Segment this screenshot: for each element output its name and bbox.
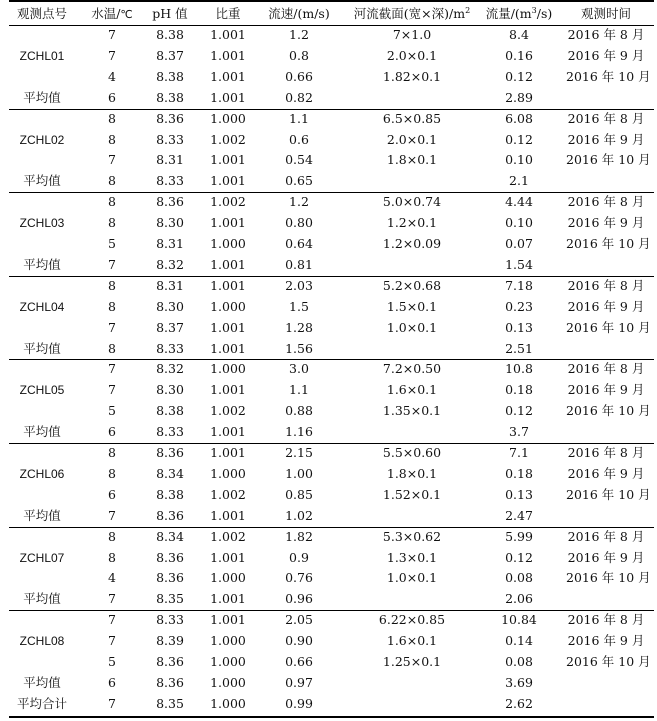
cell-temp: 8: [108, 549, 116, 565]
cell-density: 1.000: [210, 465, 246, 481]
cell-flow: 2.62: [505, 695, 533, 711]
avg-label: 平均值: [23, 674, 61, 690]
cell-density: 1.001: [210, 445, 246, 460]
cell-temp: 7: [108, 612, 116, 628]
cell-flow: 0.08: [505, 570, 533, 586]
cell-velocity: 0.90: [285, 633, 313, 649]
cell-density: 1.000: [210, 654, 246, 669]
cell-temp: 7: [108, 47, 116, 63]
cell-velocity: 3.0: [289, 361, 309, 377]
cell-velocity: 1.56: [285, 340, 313, 356]
header-water-temp-label: 水温/: [91, 6, 121, 21]
cell-temp: 8: [108, 465, 116, 481]
cell-density: 1.001: [210, 27, 246, 42]
cell-temp: 5: [108, 403, 116, 419]
header-site: 观测点号: [16, 6, 67, 21]
cell-velocity: 1.16: [285, 424, 313, 440]
cell-ph: 8.32: [156, 361, 184, 377]
cell-temp: 6: [108, 674, 116, 690]
cell-section: 6.5×0.85: [382, 110, 442, 126]
cell-ph: 8.31: [156, 236, 184, 251]
cell-time: 2016 年 8 月: [567, 445, 645, 460]
cell-temp: 7: [108, 361, 116, 377]
cell-section: 1.3×0.1: [386, 549, 438, 565]
cell-temp: 7: [108, 256, 116, 272]
header-section: [342, 4, 482, 24]
cell-temp: 8: [108, 298, 116, 314]
header-density: 比重: [215, 6, 241, 21]
cell-velocity: 1.82: [285, 528, 313, 544]
cell-ph: 8.36: [156, 445, 184, 460]
cell-flow: 7.1: [509, 445, 529, 460]
cell-section: 1.0×0.1: [386, 319, 438, 335]
cell-flow: 2.51: [505, 340, 533, 356]
cell-flow: 4.44: [505, 194, 533, 210]
header-flow: [478, 4, 560, 24]
cell-section: 1.8×0.1: [386, 152, 438, 168]
cell-section: 1.52×0.1: [382, 486, 442, 502]
cell-density: 1.001: [210, 152, 246, 168]
cell-velocity: 0.66: [285, 68, 313, 84]
site-id: ZCHL07: [19, 550, 65, 565]
avg-label: 平均值: [23, 591, 61, 607]
header-time: 观测时间: [580, 6, 631, 21]
cell-temp: 8: [108, 110, 116, 126]
cell-temp: 7: [108, 319, 116, 335]
cell-flow: 0.23: [505, 298, 533, 314]
cell-density: 1.001: [210, 612, 246, 628]
cell-flow: 3.69: [505, 674, 533, 690]
cell-velocity: 0.76: [285, 570, 313, 586]
header-section-sup: 2: [465, 6, 471, 15]
site-id: ZCHL01: [19, 48, 65, 63]
cell-density: 1.001: [210, 277, 246, 293]
cell-flow: 0.13: [505, 319, 533, 335]
cell-temp: 6: [108, 486, 116, 502]
cell-flow: 2.06: [505, 591, 533, 607]
avg-label: 平均值: [23, 340, 61, 356]
cell-section: 7.2×0.50: [382, 361, 442, 377]
header-flow-tail: /s): [536, 6, 553, 21]
cell-velocity: 0.96: [285, 591, 313, 607]
cell-temp: 6: [108, 424, 116, 440]
cell-density: 1.000: [210, 361, 246, 377]
cell-ph: 8.36: [156, 110, 184, 126]
cell-time: 2016 年 10 月: [566, 68, 651, 84]
cell-flow: 0.18: [505, 382, 533, 398]
cell-temp: 8: [108, 131, 116, 147]
header-water-temp-unit: ℃: [120, 8, 133, 21]
cell-velocity: 1.28: [285, 319, 313, 335]
cell-temp: 7: [108, 27, 116, 42]
header-ph: pH 值: [152, 6, 188, 21]
cell-section: 1.5×0.1: [386, 298, 438, 314]
cell-time: 2016 年 9 月: [567, 465, 645, 481]
cell-ph: 8.38: [156, 89, 184, 105]
total-label: 平均合计: [16, 695, 67, 711]
site-id: ZCHL08: [19, 634, 65, 649]
cell-ph: 8.38: [156, 486, 184, 502]
cell-velocity: 2.05: [285, 612, 313, 628]
cell-time: 2016 年 10 月: [566, 319, 651, 335]
cell-velocity: 0.65: [285, 173, 313, 189]
cell-flow: 7.18: [505, 277, 533, 293]
cell-ph: 8.38: [156, 27, 184, 42]
cell-density: 1.002: [210, 403, 246, 419]
cell-density: 1.000: [210, 695, 246, 711]
cell-flow: 0.07: [505, 236, 533, 251]
cell-temp: 4: [108, 570, 116, 586]
cell-time: 2016 年 8 月: [567, 194, 645, 210]
table-bottom-rule: [9, 716, 654, 718]
cell-density: 1.001: [210, 382, 246, 398]
header-section-label: 河流截面(宽×深)/m: [353, 6, 466, 21]
cell-temp: 8: [108, 445, 116, 460]
cell-density: 1.001: [210, 549, 246, 565]
cell-temp: 8: [108, 173, 116, 189]
avg-label: 平均值: [23, 507, 61, 523]
cell-ph: 8.35: [156, 591, 184, 607]
cell-ph: 8.38: [156, 403, 184, 419]
cell-ph: 8.36: [156, 654, 184, 669]
cell-temp: 8: [108, 528, 116, 544]
cell-velocity: 0.8: [289, 47, 309, 63]
cell-temp: 8: [108, 194, 116, 210]
avg-label: 平均值: [23, 256, 61, 272]
cell-ph: 8.38: [156, 68, 184, 84]
cell-velocity: 0.80: [285, 215, 313, 231]
cell-temp: 5: [108, 654, 116, 669]
cell-velocity: 0.81: [285, 256, 313, 272]
cell-density: 1.001: [210, 68, 246, 84]
cell-ph: 8.30: [156, 382, 184, 398]
cell-ph: 8.32: [156, 256, 184, 272]
cell-density: 1.001: [210, 340, 246, 356]
cell-temp: 7: [108, 507, 116, 523]
cell-section: 1.6×0.1: [386, 382, 438, 398]
cell-density: 1.001: [210, 256, 246, 272]
site-id: ZCHL05: [19, 383, 65, 398]
cell-temp: 5: [108, 236, 116, 251]
cell-ph: 8.30: [156, 215, 184, 231]
cell-time: 2016 年 10 月: [566, 654, 651, 669]
cell-velocity: 1.5: [289, 298, 309, 314]
cell-time: 2016 年 10 月: [566, 236, 651, 251]
cell-temp: 7: [108, 591, 116, 607]
cell-ph: 8.33: [156, 424, 184, 440]
cell-ph: 8.36: [156, 674, 184, 690]
cell-flow: 0.12: [505, 549, 533, 565]
cell-ph: 8.33: [156, 340, 184, 356]
cell-density: 1.002: [210, 131, 246, 147]
cell-time: 2016 年 8 月: [567, 528, 645, 544]
cell-flow: 0.12: [505, 403, 533, 419]
cell-section: 1.35×0.1: [382, 403, 442, 419]
cell-flow: 0.12: [505, 131, 533, 147]
cell-velocity: 0.9: [289, 549, 309, 565]
header-flow-sup: 3: [531, 6, 537, 15]
cell-temp: 6: [108, 89, 116, 105]
cell-flow: 0.14: [505, 633, 533, 649]
cell-time: 2016 年 9 月: [567, 549, 645, 565]
cell-flow: 1.54: [505, 256, 533, 272]
cell-velocity: 0.6: [289, 131, 309, 147]
cell-flow: 0.08: [505, 654, 533, 669]
cell-density: 1.002: [210, 194, 246, 210]
cell-density: 1.000: [210, 633, 246, 649]
cell-velocity: 0.54: [285, 152, 313, 168]
cell-ph: 8.33: [156, 612, 184, 628]
cell-section: 1.82×0.1: [382, 68, 442, 84]
cell-density: 1.000: [210, 570, 246, 586]
cell-velocity: 1.00: [285, 465, 313, 481]
cell-velocity: 0.82: [285, 89, 313, 105]
cell-flow: 2.1: [509, 173, 529, 189]
cell-ph: 8.36: [156, 570, 184, 586]
cell-ph: 8.39: [156, 633, 184, 649]
cell-flow: 0.16: [505, 47, 533, 63]
cell-density: 1.001: [210, 47, 246, 63]
cell-time: 2016 年 8 月: [567, 110, 645, 126]
cell-temp: 7: [108, 633, 116, 649]
cell-density: 1.001: [210, 591, 246, 607]
cell-section: 1.6×0.1: [386, 633, 438, 649]
cell-section: 1.0×0.1: [386, 570, 438, 586]
cell-ph: 8.33: [156, 131, 184, 147]
cell-flow: 0.12: [505, 68, 533, 84]
cell-ph: 8.36: [156, 507, 184, 523]
cell-velocity: 1.1: [289, 110, 309, 126]
cell-time: 2016 年 10 月: [566, 403, 651, 419]
cell-velocity: 2.03: [285, 277, 313, 293]
site-id: ZCHL06: [19, 466, 65, 481]
cell-density: 1.002: [210, 528, 246, 544]
cell-section: 7×1.0: [392, 27, 432, 42]
cell-ph: 8.37: [156, 47, 184, 63]
cell-time: 2016 年 10 月: [566, 570, 651, 586]
cell-temp: 8: [108, 340, 116, 356]
cell-time: 2016 年 9 月: [567, 633, 645, 649]
cell-ph: 8.35: [156, 695, 184, 711]
avg-label: 平均值: [23, 424, 61, 440]
cell-density: 1.001: [210, 319, 246, 335]
cell-ph: 8.37: [156, 319, 184, 335]
cell-density: 1.001: [210, 424, 246, 440]
cell-temp: 7: [108, 695, 116, 711]
cell-section: 1.25×0.1: [382, 654, 442, 669]
cell-density: 1.000: [210, 298, 246, 314]
cell-flow: 5.99: [505, 528, 533, 544]
cell-flow: 6.08: [505, 110, 533, 126]
cell-section: 1.2×0.09: [382, 236, 442, 251]
site-id: ZCHL03: [19, 216, 65, 231]
cell-time: 2016 年 8 月: [567, 612, 645, 628]
cell-density: 1.000: [210, 236, 246, 251]
cell-ph: 8.31: [156, 277, 184, 293]
cell-time: 2016 年 8 月: [567, 27, 645, 42]
cell-ph: 8.36: [156, 549, 184, 565]
cell-density: 1.001: [210, 89, 246, 105]
cell-velocity: 0.66: [285, 654, 313, 669]
cell-density: 1.001: [210, 173, 246, 189]
cell-velocity: 0.64: [285, 236, 313, 251]
cell-density: 1.001: [210, 507, 246, 523]
cell-temp: 7: [108, 382, 116, 398]
site-id: ZCHL02: [19, 132, 65, 147]
cell-section: 6.22×0.85: [378, 612, 446, 628]
cell-ph: 8.31: [156, 152, 184, 168]
cell-flow: 2.47: [505, 507, 533, 523]
cell-flow: 3.7: [509, 424, 529, 440]
site-id: ZCHL04: [19, 299, 65, 314]
cell-velocity: 0.88: [285, 403, 313, 419]
cell-section: 1.2×0.1: [386, 215, 438, 231]
cell-section: 5.5×0.60: [382, 445, 442, 460]
cell-flow: 8.4: [509, 27, 529, 42]
cell-velocity: 1.02: [285, 507, 313, 523]
header-velocity: 流速/(m/s): [268, 6, 330, 21]
cell-ph: 8.33: [156, 173, 184, 189]
cell-temp: 7: [108, 152, 116, 168]
cell-temp: 8: [108, 277, 116, 293]
cell-density: 1.002: [210, 486, 246, 502]
cell-velocity: 1.2: [289, 194, 309, 210]
cell-density: 1.001: [210, 215, 246, 231]
cell-temp: 4: [108, 68, 116, 84]
cell-section: 1.8×0.1: [386, 465, 438, 481]
cell-velocity: 0.85: [285, 486, 313, 502]
cell-time: 2016 年 10 月: [566, 486, 651, 502]
cell-velocity: 1.1: [289, 382, 309, 398]
cell-time: 2016 年 8 月: [567, 277, 645, 293]
cell-flow: 10.84: [501, 612, 537, 628]
cell-time: 2016 年 9 月: [567, 131, 645, 147]
cell-velocity: 0.97: [285, 674, 313, 690]
cell-section: 2.0×0.1: [386, 131, 438, 147]
cell-ph: 8.30: [156, 298, 184, 314]
cell-section: 5.2×0.68: [382, 277, 442, 293]
cell-velocity: 1.2: [289, 27, 309, 42]
cell-flow: 0.18: [505, 465, 533, 481]
cell-density: 1.000: [210, 674, 246, 690]
header-water-temp: [81, 4, 143, 24]
cell-time: 2016 年 9 月: [567, 382, 645, 398]
cell-flow: 0.10: [505, 152, 533, 168]
cell-time: 2016 年 9 月: [567, 215, 645, 231]
cell-time: 2016 年 9 月: [567, 47, 645, 63]
cell-section: 2.0×0.1: [386, 47, 438, 63]
cell-section: 5.0×0.74: [382, 194, 442, 210]
cell-flow: 0.13: [505, 486, 533, 502]
table-top-rule: [9, 0, 654, 2]
cell-ph: 8.34: [156, 465, 184, 481]
cell-time: 2016 年 8 月: [567, 361, 645, 377]
cell-flow: 10.8: [505, 361, 533, 377]
cell-velocity: 2.15: [285, 445, 313, 460]
cell-section: 5.3×0.62: [382, 528, 442, 544]
cell-flow: 0.10: [505, 215, 533, 231]
avg-label: 平均值: [23, 173, 61, 189]
cell-time: 2016 年 9 月: [567, 298, 645, 314]
cell-velocity: 0.99: [285, 695, 313, 711]
cell-ph: 8.36: [156, 194, 184, 210]
cell-time: 2016 年 10 月: [566, 152, 651, 168]
cell-density: 1.000: [210, 110, 246, 126]
cell-ph: 8.34: [156, 528, 184, 544]
header-flow-label: 流量/(m: [485, 6, 532, 21]
cell-temp: 8: [108, 215, 116, 231]
avg-label: 平均值: [23, 89, 61, 105]
cell-flow: 2.89: [505, 89, 533, 105]
